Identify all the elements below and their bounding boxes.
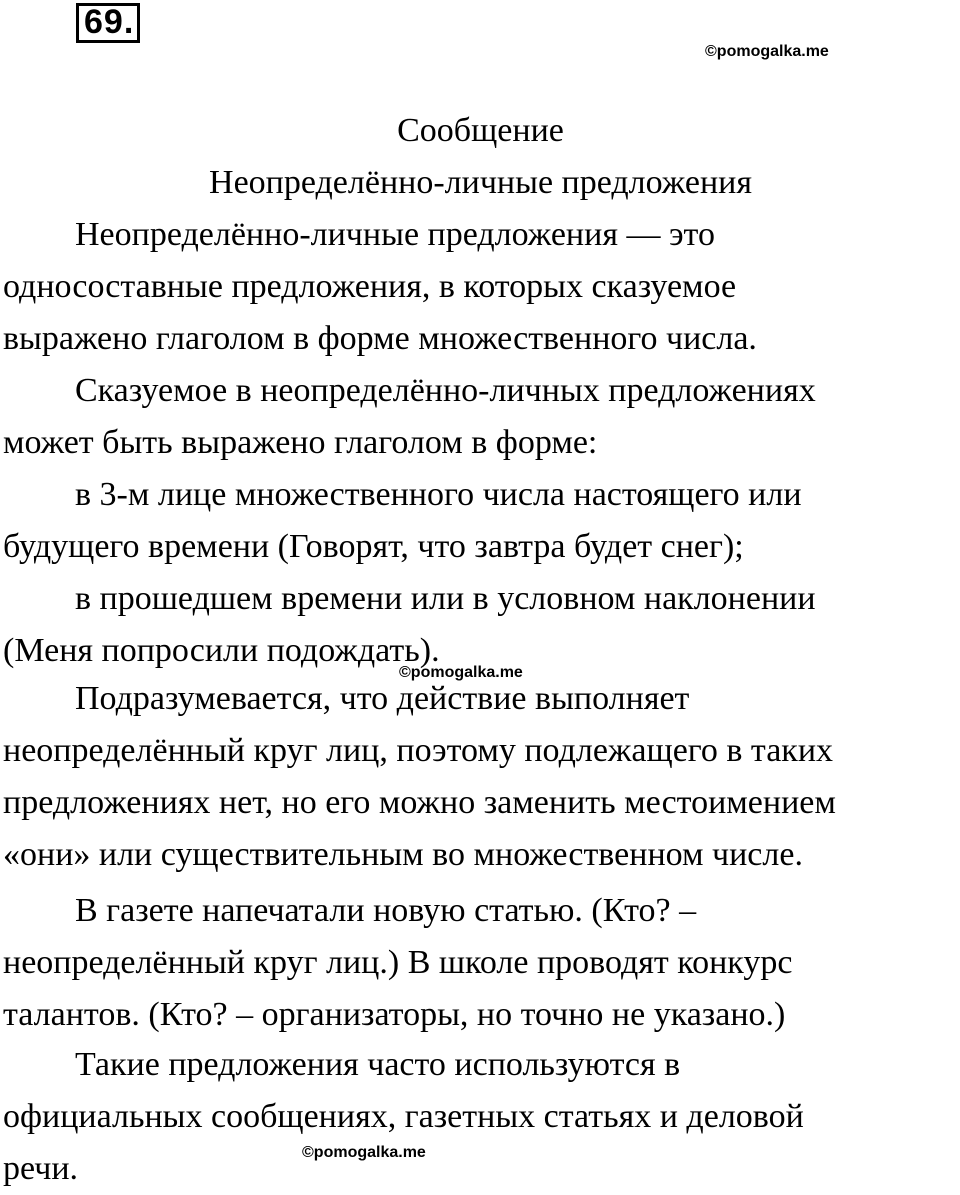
paragraph-line: Подразумевается, что действие выполняет — [75, 680, 690, 717]
paragraph-line: односоставные предложения, в которых сказуемое — [3, 268, 737, 305]
paragraph-3 — [3, 469, 958, 573]
title-block — [3, 105, 958, 209]
paragraph-line: будущего времени (Говорят, что завтра будет снег); — [3, 528, 744, 565]
title-line-1: Сообщение — [397, 112, 564, 149]
title-line-2: Неопределённо-личные предложения — [209, 164, 752, 201]
task-number: 69. — [84, 3, 135, 41]
paragraph-line: неопределённый круг лиц, поэтому подлежащего в таких — [3, 732, 834, 769]
paragraph-line: в 3-м лице множественного числа настоящего или — [75, 476, 802, 513]
paragraph-line: Неопределённо-личные предложения — это — [75, 216, 715, 253]
paragraph-line: речи. — [3, 1150, 79, 1187]
paragraph-line: Сказуемое в неопределённо-личных предложениях — [75, 372, 816, 409]
paragraph-line: В газете напечатали новую статью. (Кто? – — [75, 892, 697, 929]
paragraph-line: в прошедшем времени или в условном наклонении — [75, 580, 816, 617]
paragraph-line: талантов. (Кто? – организаторы, но точно не указано.) — [3, 996, 786, 1033]
paragraph-line: официальных сообщениях, газетных статьях и деловой — [3, 1098, 804, 1135]
paragraph-7 — [3, 1039, 958, 1195]
paragraph-line: выражено глаголом в форме множественного числа. — [3, 320, 757, 357]
paragraph-6 — [3, 885, 958, 1041]
paragraph-2 — [3, 365, 958, 469]
paragraph-line: предложениях нет, но его можно заменить местоимением — [3, 784, 836, 821]
paragraph-5 — [3, 673, 958, 881]
paragraph-line: может быть выражено глаголом в форме: — [3, 424, 598, 461]
paragraph-line: неопределённый круг лиц.) В школе проводят конкурс — [3, 944, 793, 981]
paragraph-line: «они» или существительным во множественном числе. — [3, 836, 803, 873]
paragraph-1 — [3, 209, 958, 365]
watermark-middle: ©pomogalka.me — [399, 664, 523, 681]
paragraph-line: Такие предложения часто используются в — [75, 1046, 681, 1083]
watermark-top: ©pomogalka.me — [705, 43, 829, 60]
paragraph-4 — [3, 573, 958, 677]
watermark-bottom: ©pomogalka.me — [302, 1144, 426, 1161]
paragraph-line: (Меня попросили подождать). — [3, 632, 440, 669]
